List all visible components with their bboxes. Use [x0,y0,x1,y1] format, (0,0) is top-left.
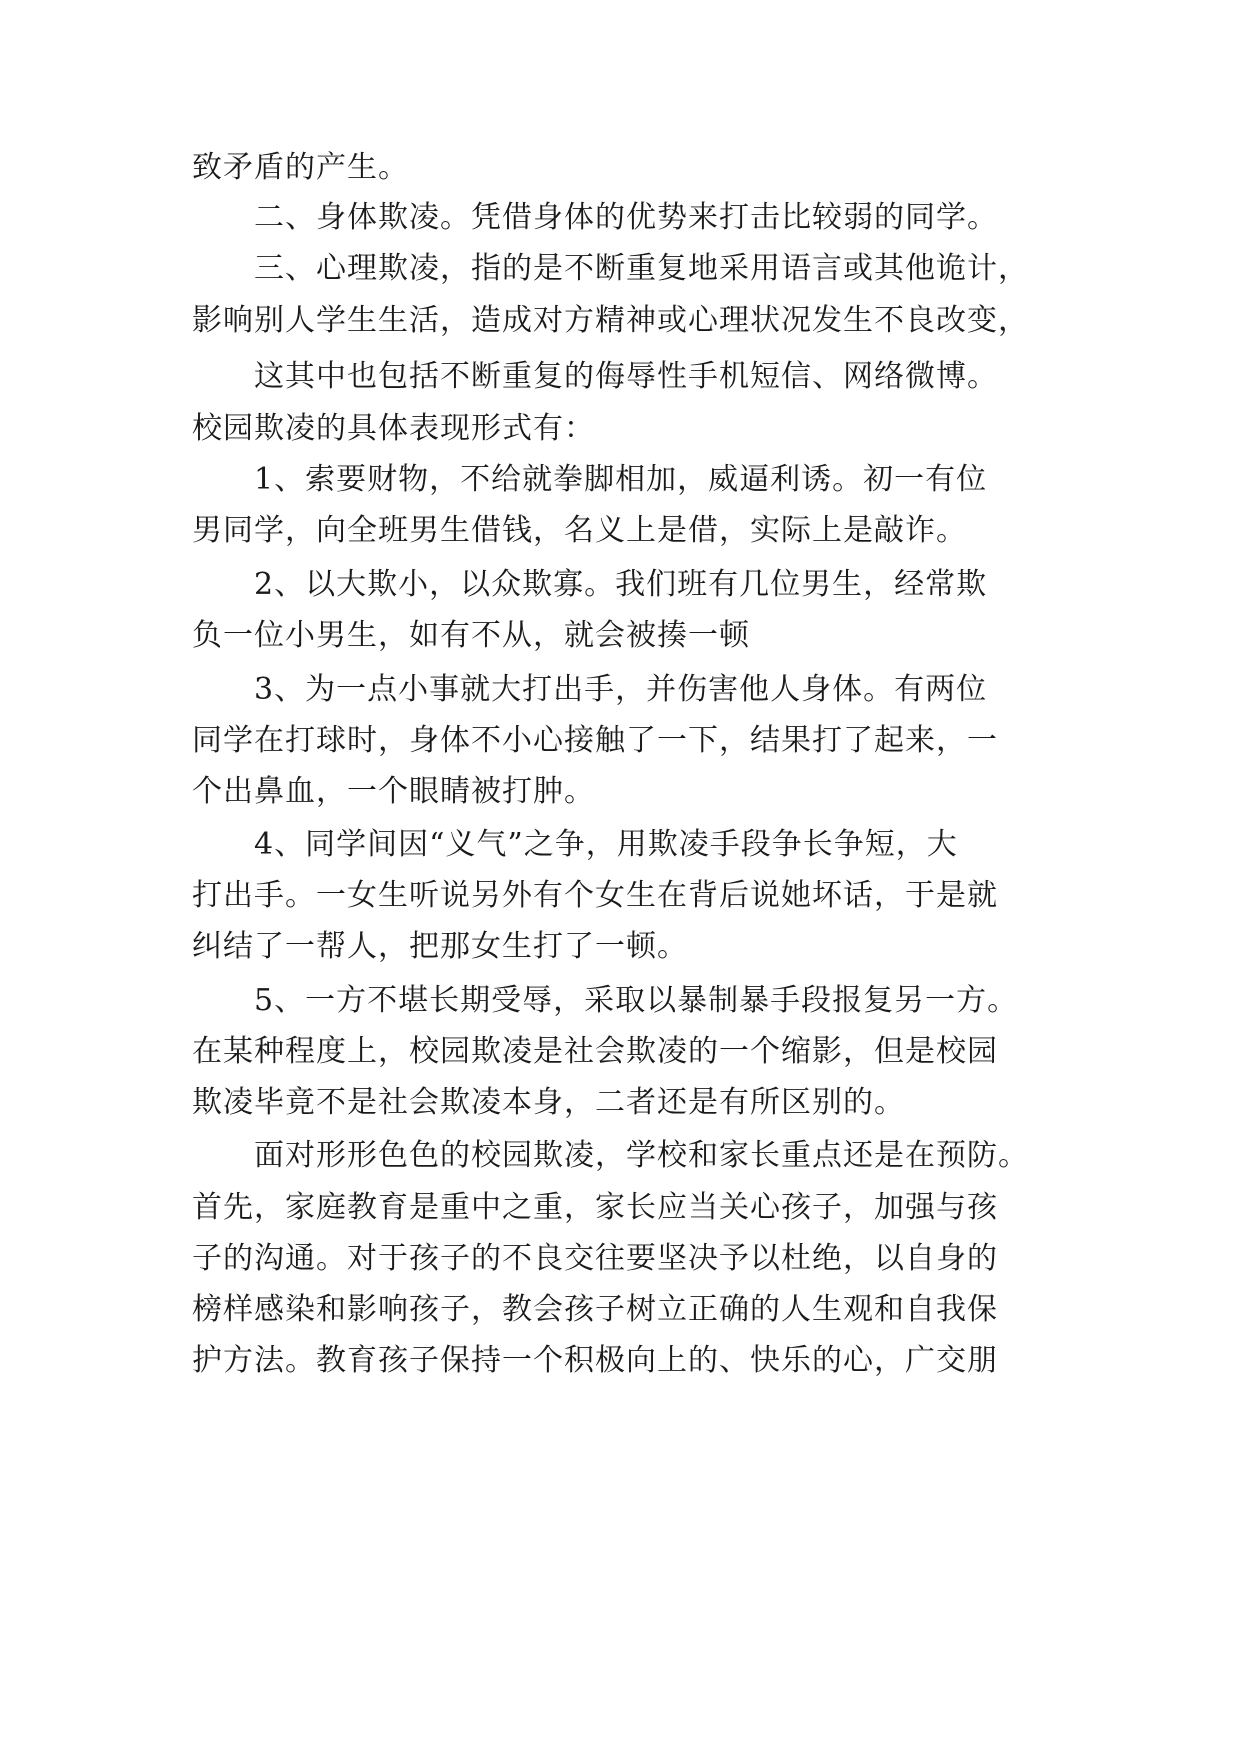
text-line-8: 男同学，向全班男生借钱，名义上是借，实际上是敲诈。 [192,513,967,548]
text-line-3: 三、心理欺凌，指的是不断重复地采用语言或其他诡计， [254,251,1029,286]
text-line-18: 在某种程度上，校园欺凌是社会欺凌的一个缩影，但是校园 [192,1034,998,1069]
text-line-24: 护方法。教育孩子保持一个积极向上的、快乐的心，广交朋 [192,1343,998,1378]
text-line-5: 这其中也包括不断重复的侮辱性手机短信、网络微博。 [254,359,998,394]
text-line-7: 1、索要财物，不给就拳脚相加，威逼利诱。初一有位 [254,462,988,497]
text-line-16: 纠结了一帮人，把那女生打了一顿。 [192,929,688,964]
text-line-23: 榜样感染和影响孩子，教会孩子树立正确的人生观和自我保 [192,1292,998,1327]
text-line-9: 2、以大欺小，以众欺寡。我们班有几位男生，经常欺 [254,567,988,602]
text-line-13: 个出鼻血，一个眼睛被打肿。 [192,774,595,809]
text-line-17: 5、一方不堪长期受辱，采取以暴制暴手段报复另一方。 [254,983,1019,1018]
text-line-1: 致矛盾的产生。 [192,150,409,185]
text-line-12: 同学在打球时，身体不小心接触了一下，结果打了起来，一 [192,723,998,758]
text-line-15: 打出手。一女生听说另外有个女生在背后说她坏话，于是就 [192,878,998,913]
text-line-10: 负一位小男生，如有不从，就会被揍一顿 [192,618,750,653]
text-line-11: 3、为一点小事就大打出手，并伤害他人身体。有两位 [254,672,988,707]
text-line-2: 二、身体欺凌。凭借身体的优势来打击比较弱的同学。 [254,200,998,235]
text-line-6: 校园欺凌的具体表现形式有： [192,411,595,446]
text-line-21: 首先，家庭教育是重中之重，家长应当关心孩子，加强与孩 [192,1190,998,1225]
text-line-20: 面对形形色色的校园欺凌，学校和家长重点还是在预防。 [254,1138,1029,1173]
text-line-14: 4、同学间因“义气”之争，用欺凌手段争长争短，大 [254,827,958,862]
text-line-4: 影响别人学生生活，造成对方精神或心理状况发生不良改变， [192,303,1029,338]
text-line-22: 子的沟通。对于孩子的不良交往要坚决予以杜绝，以自身的 [192,1241,998,1276]
text-line-19: 欺凌毕竟不是社会欺凌本身，二者还是有所区别的。 [192,1085,905,1120]
